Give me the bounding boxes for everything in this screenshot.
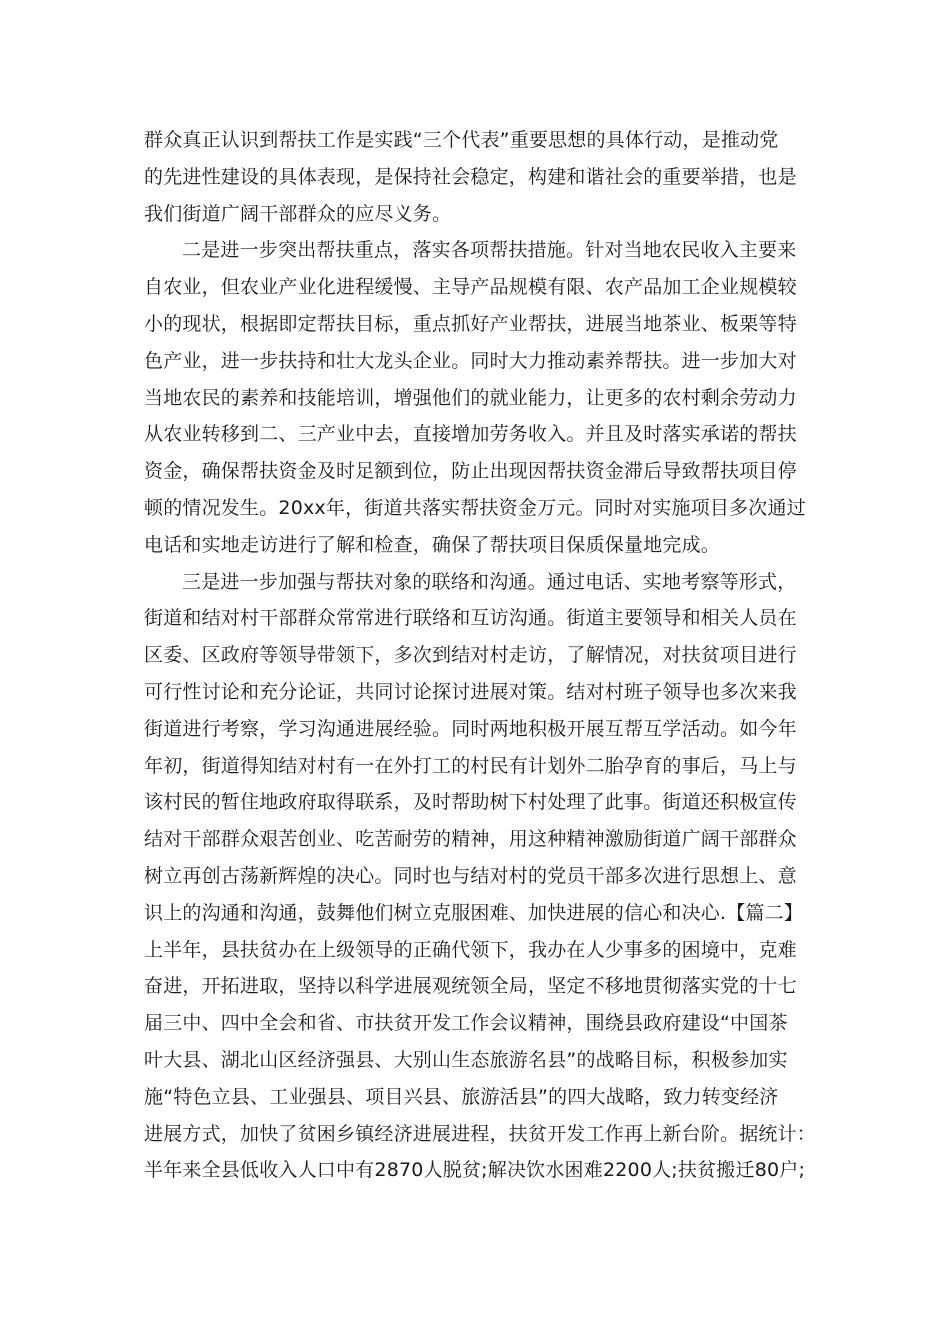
text-line: 街道进行考察，学习沟通进展经验。同时两地积极开展互帮互学活动。如今年 <box>144 717 797 740</box>
text-line: 群众真正认识到帮扶工作是实践“三个代表”重要思想的具体行动，是推动党 <box>144 129 779 151</box>
text-line: 上半年，县扶贫办在上级领导的正确代领下，我办在人少事多的困境中，克难 <box>144 938 797 961</box>
text-line: 识上的沟通和沟通，鼓舞他们树立克服困难、加快进展的信心和决心.【篇二】 <box>144 901 804 924</box>
text-line: 树立再创古荡新辉煌的决心。同时也与结对村的党员干部多次进行思想上、意 <box>144 864 797 887</box>
text-line: 届三中、四中全会和省、市扶贫开发工作会议精神，围绕县政府建设“中国茶 <box>144 1012 788 1035</box>
text-line: 区委、区政府等领导带领下，多次到结对村走访，了解情况，对扶贫项目进行 <box>144 644 797 667</box>
text-line: 小的现状，根据即定帮扶目标，重点抓好产业帮扶，进展当地茶业、板栗等特 <box>144 312 797 335</box>
text-line: 叶大县、湖北山区经济强县、大别山生态旅游名县”的战略目标，积极参加实 <box>144 1048 788 1071</box>
text-line: 从农业转移到二、三产业中去，直接增加劳务收入。并且及时落实承诺的帮扶 <box>144 423 797 446</box>
text-line: 施“特色立县、工业强县、项目兴县、旅游活县”的四大战略，致力转变经济 <box>144 1085 779 1108</box>
text-line: 电话和实地走访进行了解和检查，确保了帮扶项目保质保量地完成。 <box>144 533 721 556</box>
text-line: 该村民的暂住地政府取得联系，及时帮助树下村处理了此事。街道还积极宣传 <box>144 791 797 814</box>
text-line: 我们街道广阔干部群众的应尽义务。 <box>144 202 452 225</box>
document-body <box>144 122 817 1189</box>
paragraph-start-line: 二是进一步突出帮扶重点，落实各项帮扶措施。针对当地农民收入主要来 <box>182 239 797 262</box>
text-line: 顿的情况发生。20xx年，街道共落实帮扶资金万元。同时对实施项目多次通过 <box>144 496 806 519</box>
text-line: 半年来全县低收入人口中有2870人脱贫;解决饮水困难2200人;扶贫搬迁80户; <box>144 1159 806 1182</box>
text-line: 资金，确保帮扶资金及时足额到位，防止出现因帮扶资金滞后导致帮扶项目停 <box>144 460 797 483</box>
text-line: 结对干部群众艰苦创业、吃苦耐劳的精神，用这种精神激励街道广阔干部群众 <box>144 828 797 851</box>
paragraph-start-line: 三是进一步加强与帮扶对象的联络和沟通。通过电话、实地考察等形式， <box>182 570 797 593</box>
text-line: 色产业，进一步扶持和壮大龙头企业。同时大力推动素养帮扶。进一步加大对 <box>144 349 797 372</box>
text-line: 当地农民的素养和技能培训，增强他们的就业能力，让更多的农村剩余劳动力 <box>144 386 797 409</box>
text-line: 可行性讨论和充分论证，共同讨论探讨进展对策。结对村班子领导也多次来我 <box>144 680 797 703</box>
text-line: 街道和结对村干部群众常常进行联络和互访沟通。街道主要领导和相关人员在 <box>144 607 797 630</box>
text-line: 年初，街道得知结对村有一在外打工的村民有计划外二胎孕育的事后，马上与 <box>144 754 797 777</box>
text-line: 进展方式，加快了贫困乡镇经济进展进程，扶贫开发工作再上新台阶。据统计： <box>144 1122 817 1145</box>
text-line: 的先进性建设的具体表现，是保持社会稳定，构建和谐社会的重要举措，也是 <box>144 165 797 188</box>
text-line: 奋进，开拓进取，坚持以科学进展观统领全局，坚定不移地贯彻落实党的十七 <box>144 975 797 998</box>
text-line: 自农业，但农业产业化进程缓慢、主导产品规模有限、农产品加工企业规模较 <box>144 276 797 299</box>
